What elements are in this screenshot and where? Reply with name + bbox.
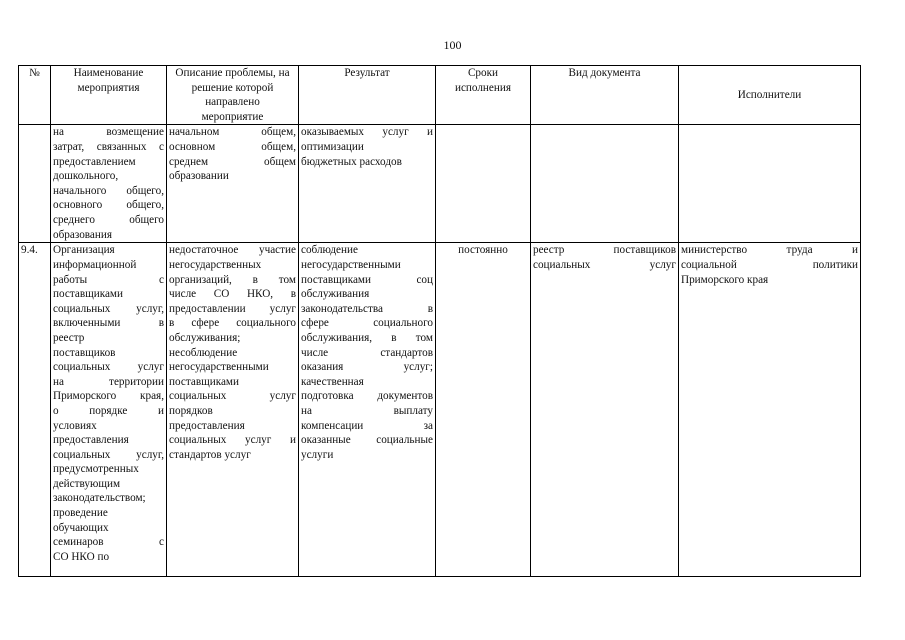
header-result: Результат: [299, 66, 436, 125]
cell-problem: [167, 125, 299, 243]
page-number: 100: [443, 38, 462, 52]
text-line: предоставлении услуг: [169, 302, 296, 315]
text-line: работы с: [53, 273, 164, 286]
text-line: стандартов услуг: [169, 448, 251, 461]
text-line: Приморского края,: [53, 390, 164, 403]
text-line: соблюдение: [301, 244, 358, 257]
cell-deadline: [436, 125, 531, 243]
text-line: в сфере социального: [169, 317, 296, 330]
text-line: затрат, связанных с: [53, 140, 164, 153]
text-line: обучающих: [53, 521, 109, 534]
cell-executors: [679, 243, 861, 577]
text-line: недостаточное участие: [169, 244, 296, 257]
text-line: поставщиками: [53, 288, 123, 301]
cell-num: 9.4.: [19, 243, 51, 577]
text-line: на территории: [53, 375, 164, 388]
text-line: социальных услуг: [533, 258, 676, 271]
text-line: числе СО НКО, в: [169, 288, 296, 301]
text-line: о порядке и: [53, 404, 164, 417]
text-line: действующим: [53, 477, 121, 490]
text-line: проведение: [53, 507, 108, 520]
text-line: компенсации за: [301, 419, 433, 432]
text-line: условиях: [53, 419, 97, 432]
text-line: предоставлением: [53, 155, 136, 168]
text-line: семинаров с: [53, 536, 164, 549]
text-line: на выплату: [301, 404, 433, 417]
text-line: законодательства в: [301, 302, 433, 315]
text-line: социальных услуг,: [53, 302, 164, 315]
cell-name: [51, 125, 167, 243]
cell-result: [299, 243, 436, 577]
text-line: начальном общем,: [169, 126, 296, 139]
text-line: услуги: [301, 448, 334, 461]
activities-table: [18, 65, 861, 577]
text-line: дошкольного,: [53, 170, 119, 183]
text-line: поставщиками: [169, 375, 239, 388]
text-line: на возмещение: [53, 126, 164, 139]
cell-num: [19, 125, 51, 243]
text-line: реестр: [53, 331, 85, 344]
text-line: законодательством;: [53, 492, 146, 505]
table-header-row: [19, 66, 861, 125]
text-line: Организация: [53, 244, 115, 257]
text-line: Описание проблемы, на: [175, 67, 290, 79]
text-line: несоблюдение: [169, 346, 238, 359]
text-line: социальных услуг и: [169, 434, 296, 447]
header-doc-type: Вид документа: [531, 66, 679, 125]
cell-problem: [167, 243, 299, 577]
text-line: включенными в: [53, 317, 164, 330]
text-line: негосударственными: [301, 258, 401, 271]
text-line: мероприятия: [77, 81, 140, 94]
text-line: негосударственными: [169, 361, 269, 374]
cell-doc-type: [531, 243, 679, 577]
text-line: образовании: [169, 170, 229, 183]
header-deadline: [436, 66, 531, 125]
text-line: направлено: [205, 96, 260, 109]
header-num: №: [19, 66, 51, 125]
cell-executors: [679, 125, 861, 243]
text-line: поставщиков: [53, 346, 116, 359]
text-line: обслуживания;: [169, 331, 241, 344]
text-line: реестр поставщиков: [533, 244, 676, 257]
text-line: мероприятие: [201, 110, 264, 123]
text-line: сфере социального: [301, 317, 433, 330]
text-line: министерство труда и: [681, 244, 858, 257]
text-line: порядков: [169, 404, 213, 417]
text-line: подготовка документов: [301, 390, 433, 403]
text-line: числе стандартов: [301, 346, 433, 359]
text-line: СО НКО по: [53, 550, 110, 563]
text-line: решение которой: [191, 81, 274, 94]
text-line: социальных услуг: [53, 361, 164, 374]
header-name: [51, 66, 167, 125]
text-line: среднего общего: [53, 213, 164, 226]
text-line: социальных услуг: [169, 390, 296, 403]
header-problem: [167, 66, 299, 125]
text-line: негосударственных: [169, 258, 262, 271]
text-line: исполнения: [454, 81, 512, 94]
text-line: оказываемых услуг и: [301, 126, 433, 139]
text-line: основном общем,: [169, 140, 296, 153]
cell-deadline: постоянно: [436, 243, 531, 577]
text-line: среднем общем: [169, 155, 296, 168]
text-line: Приморского края: [681, 273, 769, 286]
text-line: организаций, в том: [169, 273, 296, 286]
text-line: поставщиками соц: [301, 273, 433, 286]
text-line: обслуживания, в том: [301, 331, 433, 344]
text-line: социальных услуг,: [53, 448, 164, 461]
text-line: информационной: [53, 258, 137, 271]
text-line: Сроки: [467, 67, 499, 79]
text-line: предоставления: [169, 419, 245, 432]
text-line: качественная: [301, 375, 364, 388]
text-line: бюджетных расходов: [301, 155, 402, 168]
text-line: оказанные социальные: [301, 434, 433, 447]
cell-doc-type: [531, 125, 679, 243]
header-executors: Исполнители: [679, 66, 861, 125]
text-line: образования: [53, 228, 113, 241]
text-line: оказания услуг;: [301, 361, 433, 374]
table-row: [19, 243, 861, 577]
text-line: обслуживания: [301, 288, 370, 301]
text-line: оптимизации: [301, 140, 364, 153]
text-line: основного общего,: [53, 199, 164, 212]
table-row: [19, 125, 861, 243]
text-line: предоставления: [53, 434, 129, 447]
text-line: социальной политики: [681, 258, 858, 271]
text-line: начального общего,: [53, 184, 164, 197]
text-line: предусмотренных: [53, 463, 139, 476]
text-line: Наименование: [73, 67, 144, 79]
cell-name: [51, 243, 167, 577]
cell-result: [299, 125, 436, 243]
